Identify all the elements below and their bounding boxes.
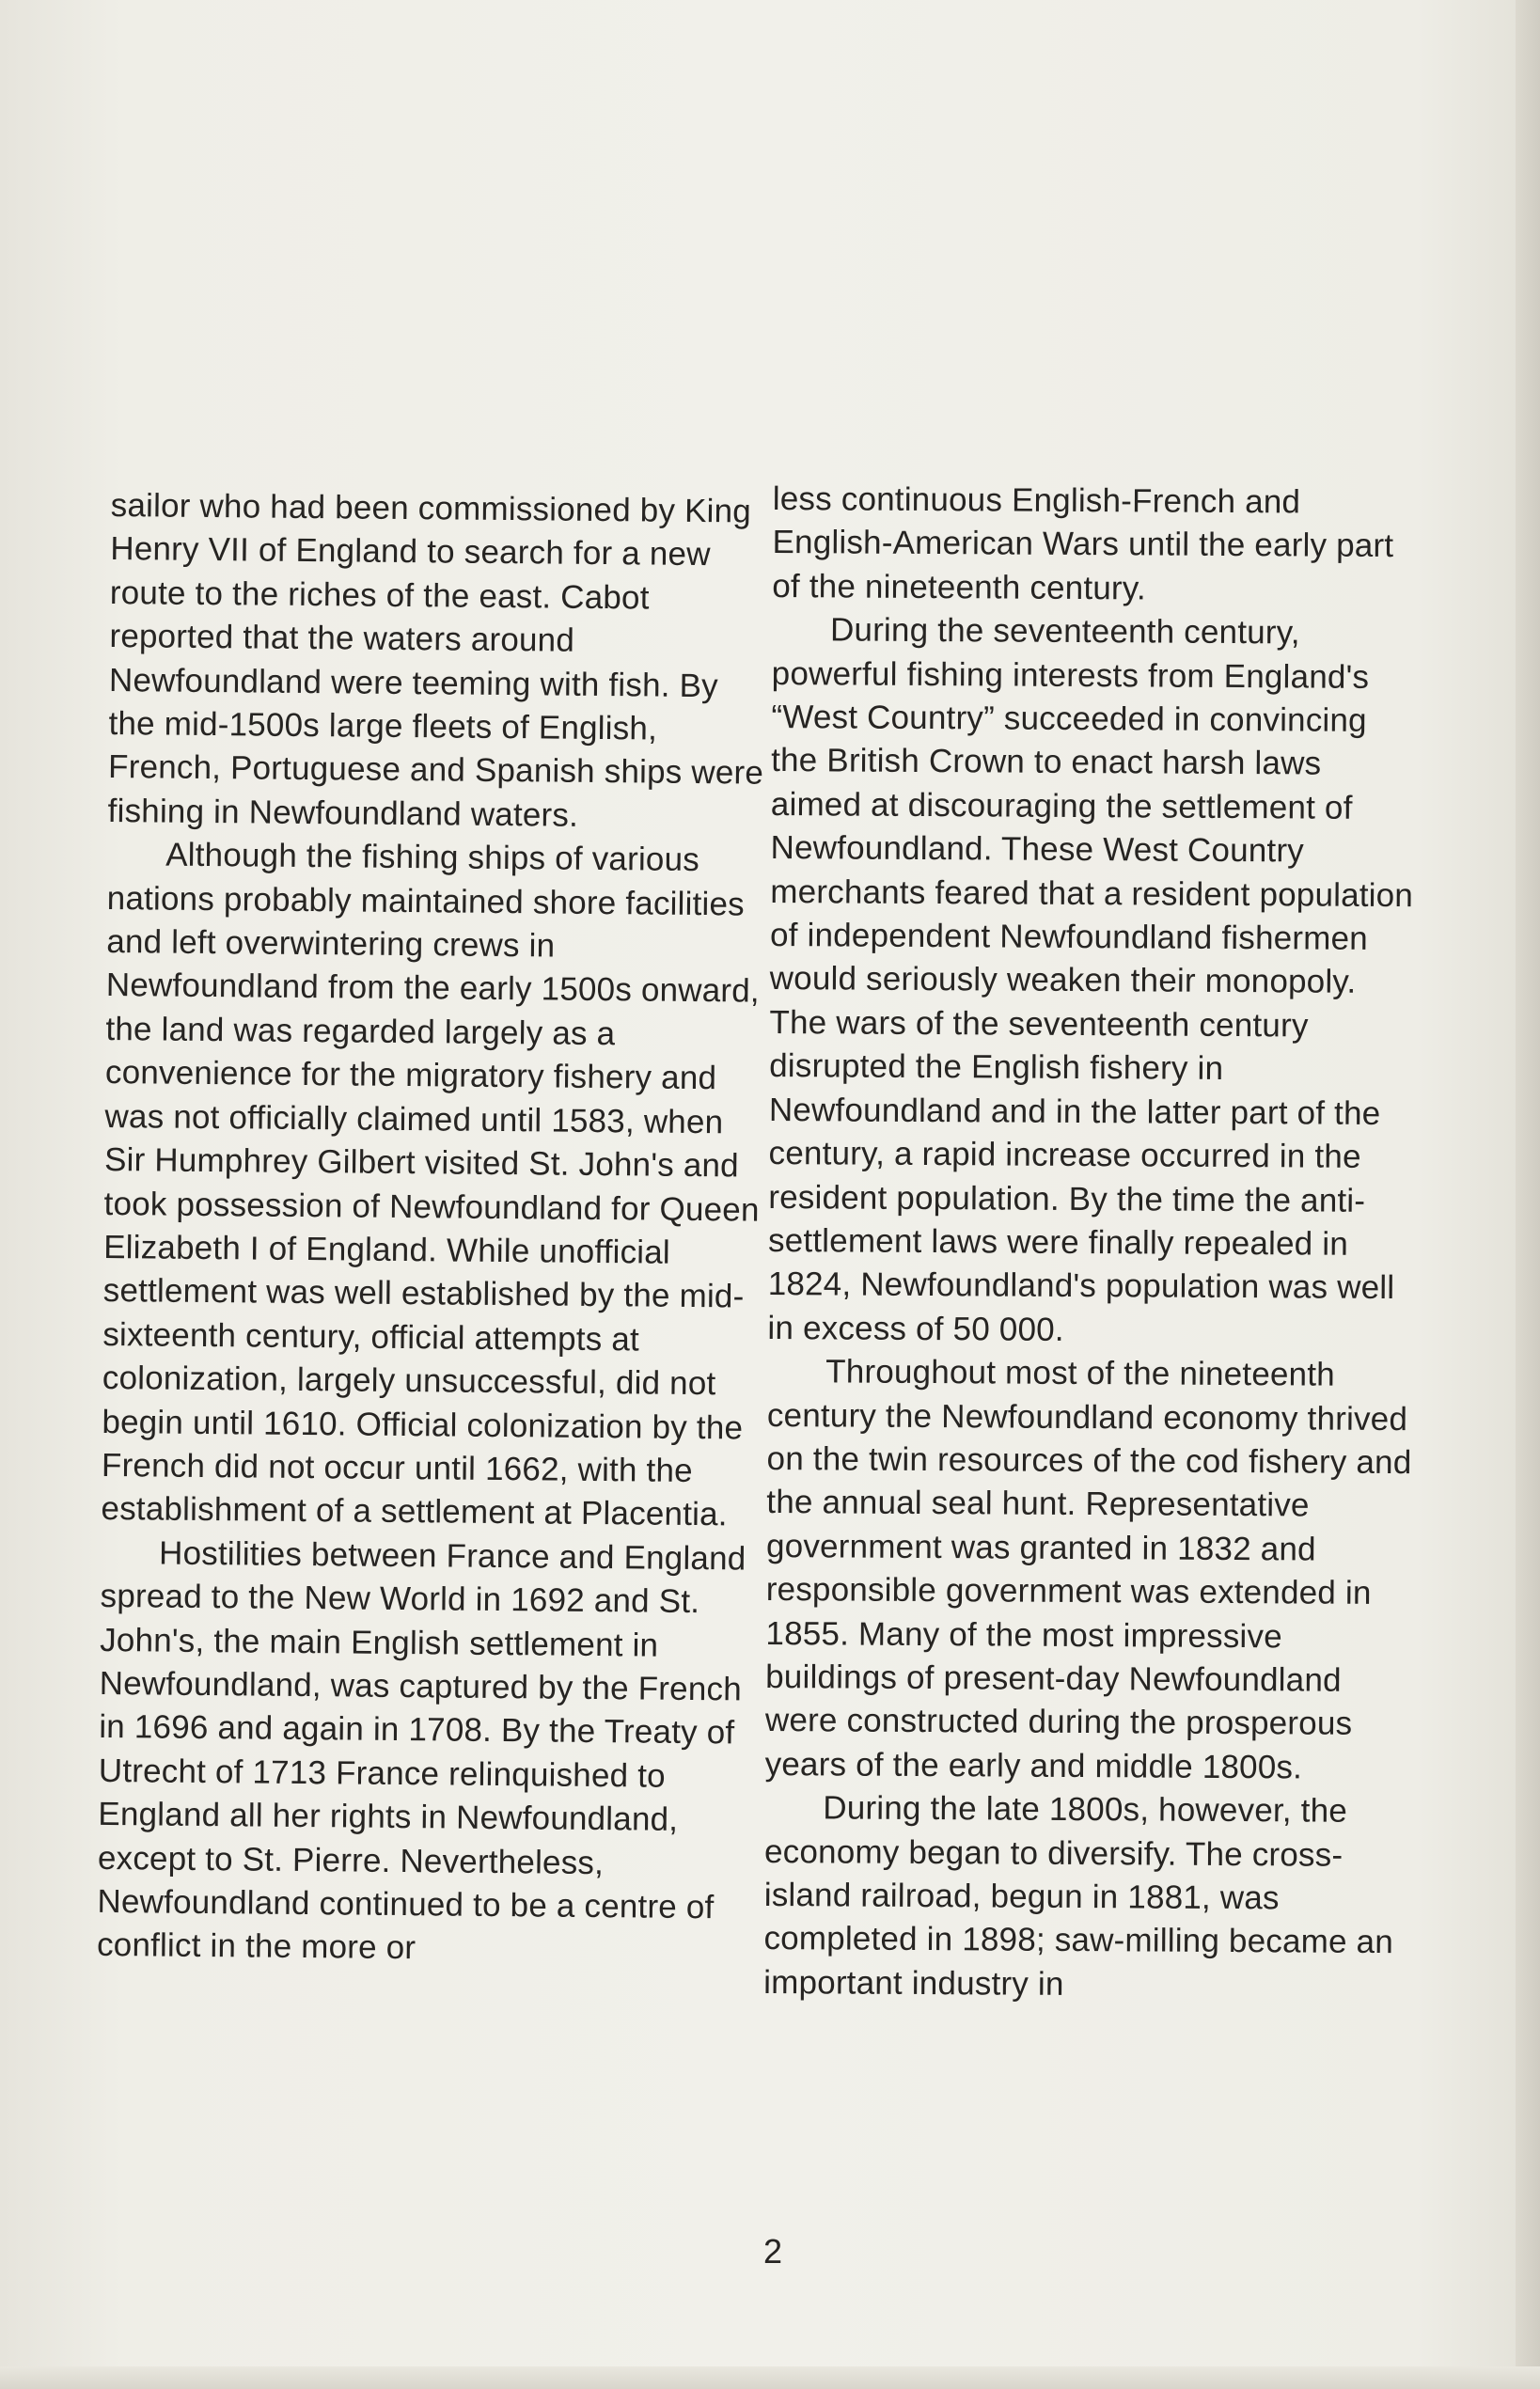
left-text-column xyxy=(97,484,769,1973)
right-text-column xyxy=(763,478,1422,2008)
page-number: 2 xyxy=(763,2232,783,2271)
page-bottom-edge xyxy=(0,2366,1540,2389)
left-paragraph-1: sailor who had been commissioned by King Henry VII of England to search for a new route to the riches of the east. Cabot reported that the waters around Newfoundland were teeming with fish. By the mid-1500s large fleets of English, French, Portuguese and Spanish ships were fishing in Newfoundland waters. xyxy=(107,486,764,834)
right-paragraph-3: Throughout most of the nineteenth century the Newfoundland economy thrived on the twin resources of the cod fishery and the annual seal hunt. Representative government was granted in 1832 and responsible government was extended in 1855. Many of the most impressive buildings of present-day Newfoundland were constructed during the prosperous years of the early and middle 1800s. xyxy=(764,1353,1412,1786)
right-paragraph-4: During the late 1800s, however, the economy began to diversify. The cross-island railroad, begun in 1881, was completed in 1898; saw-milling became an important industry in xyxy=(763,1789,1394,2003)
left-paragraph-2: Although the fishing ships of various nations probably maintained shore facilities and left overwintering crews in Newfoundland from the early 1500s onward, the land was regarded largely as a convenience for the migratory fishery and was not officially claimed until 1583, when Sir Humphrey Gilbert visited St. John's and took possession of Newfoundland for Queen Elizabeth I of England. While unofficial settlement was well established by the mid-sixteenth century, official attempts at colonization, largely unsuccessful, did not begin until 1610. Official colonization by the French did not occur until 1662, with the establishment of a settlement at Placentia. xyxy=(101,836,761,1533)
right-paragraph-1: less continuous English-French and English-American Wars until the early part of the nineteenth century. xyxy=(772,479,1394,607)
left-paragraph-3: Hostilities between France and England spread to the New World in 1692 and St. John's, the main English settlement in Newfoundland, was captured by the French in 1696 and again in 1708. By the Treaty of Utrecht of 1713 France relinquished to England all her rights in Newfoundland, except to St. Pierre. Nevertheless, Newfoundland continued to be a centre of conflict in the more or xyxy=(96,1534,746,1967)
page-right-edge xyxy=(1516,0,1540,2389)
right-paragraph-2: During the seventeenth century, powerful fishing interests from England's “West Country” succeeded in convincing the British Crown to enact harsh laws aimed at discouraging the settlement of Newfoundland. These West Country merchants feared that a resident population of independent Newfoundland fishermen would seriously weaken their monopoly. The wars of the seventeenth century disrupted the English fishery in Newfoundland and in the latter part of the century, a rapid increase occurred in the resident population. By the time the anti-settlement laws were finally repealed in 1824, Newfoundland's population was well in excess of 50 000. xyxy=(767,611,1414,1348)
